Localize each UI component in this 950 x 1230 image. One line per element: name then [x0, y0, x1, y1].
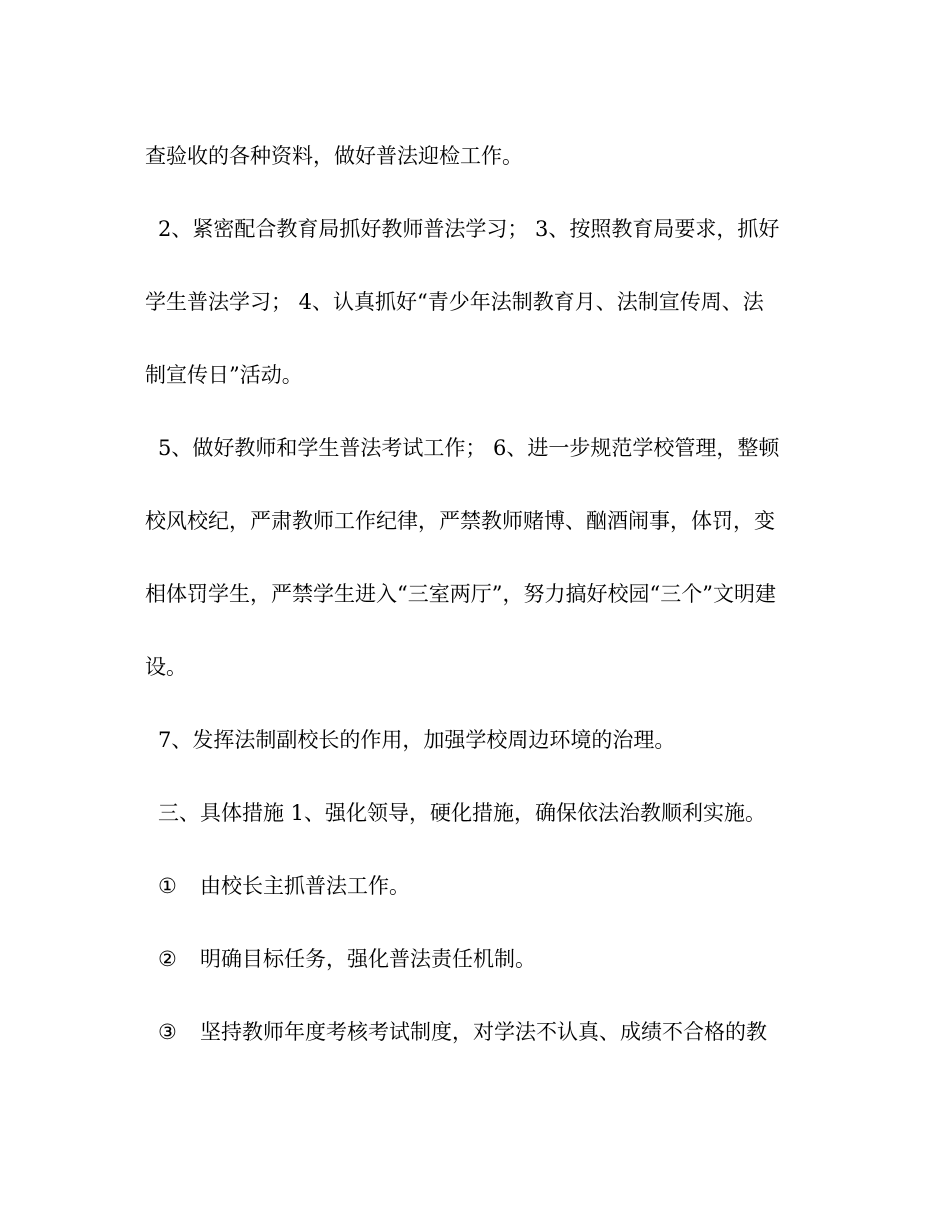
item-marker: ③ [158, 1020, 177, 1044]
item-text: 明确目标任务，强化普法责任机制。 [200, 947, 536, 971]
item-text: 由校长主抓普法工作。 [200, 874, 410, 898]
text-line: 学生普法学习； 4、认真抓好“青少年法制教育月、法制宣传周、法 [145, 290, 764, 314]
text-line: 制宣传日”活动。 [145, 363, 303, 387]
text-line: 5、做好教师和学生普法考试工作； 6、进一步规范学校管理，整顿 [158, 436, 780, 460]
item-marker: ① [158, 874, 177, 898]
text-line: 设。 [145, 655, 187, 679]
item-marker: ② [158, 947, 177, 971]
text-line: 校风校纪，严肃教师工作纪律，严禁教师赌博、酗酒闹事，体罚，变 [145, 509, 775, 533]
numbered-item [158, 870, 838, 902]
text-line: 2、紧密配合教育局抓好教师普法学习； 3、按照教育局要求，抓好 [158, 217, 780, 241]
text-line: 查验收的各种资料，做好普法迎检工作。 [145, 144, 523, 168]
item-text: 坚持教师年度考核考试制度，对学法不认真、成绩不合格的教 [200, 1020, 767, 1044]
text-line: 7、发挥法制副校长的作用，加强学校周边环境的治理。 [158, 728, 676, 752]
text-line: 相体罚学生，严禁学生进入“三室两厅”，努力搞好校园“三个”文明建 [145, 582, 776, 606]
numbered-item [158, 943, 838, 975]
numbered-item [158, 1016, 838, 1048]
section-heading-line: 三、具体措施 1、强化领导，硬化措施，确保依法治教顺利实施。 [158, 801, 767, 825]
